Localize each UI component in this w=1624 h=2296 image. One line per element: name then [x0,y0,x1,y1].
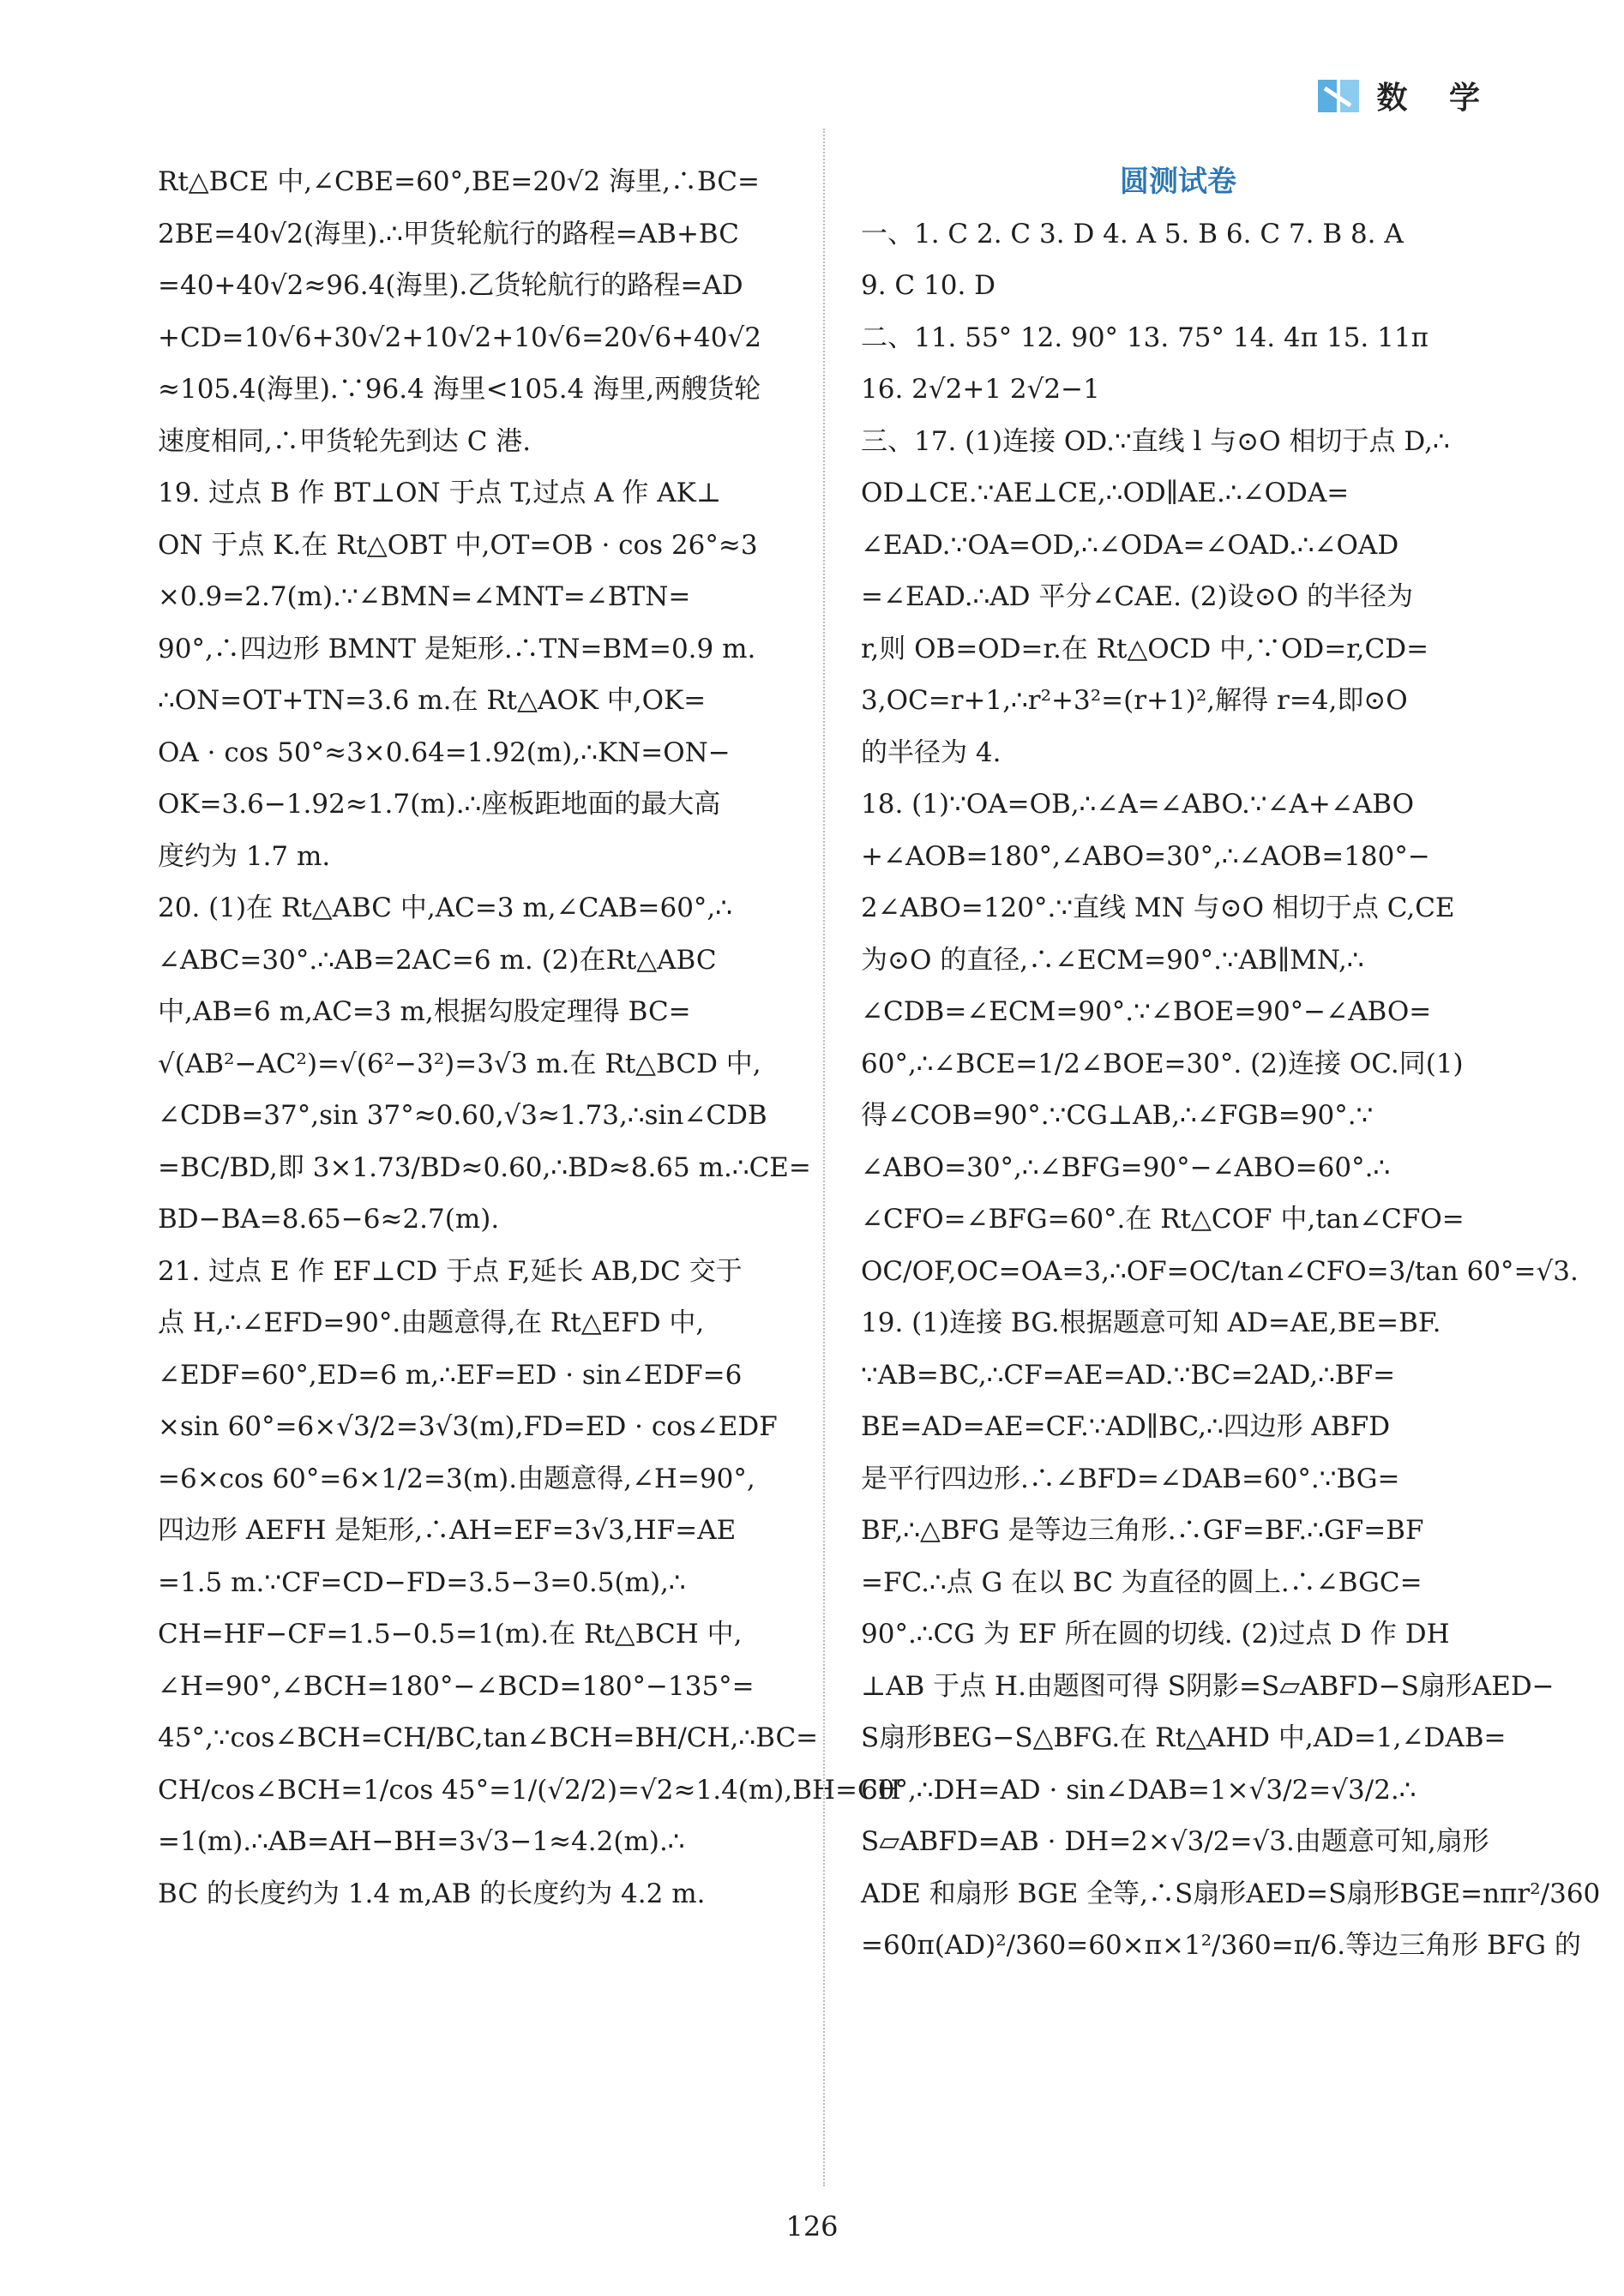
text-line: +CD=10√6+30√2+10√2+10√6=20√6+40√2 [158,322,761,353]
page-number: 126 [785,2210,839,2243]
text-line: ON 于点 K.在 Rt△OBT 中,OT=OB · cos 26°≈3 [158,529,758,561]
text-line: ⊥AB 于点 H.由题图可得 S阴影=S▱ABFD−S扇形AED− [861,1670,1555,1702]
text-line: 9. C 10. D [861,270,996,301]
text-line: 点 H,∴∠EFD=90°.由题意得,在 Rt△EFD 中, [158,1307,705,1338]
text-line: +∠AOB=180°,∠ABO=30°,∴∠AOB=180°− [861,840,1430,872]
text-line: =40+40√2≈96.4(海里).乙货轮航行的路程=AD [158,270,743,301]
text-line: =6×cos 60°=6×1/2=3(m).由题意得,∠H=90°, [158,1463,755,1494]
text-line: 2∠ABO=120°.∵直线 MN 与⊙O 相切于点 C,CE [861,893,1455,923]
text-line: ∠CDB=37°,sin 37°≈0.60,√3≈1.73,∴sin∠CDB [158,1100,767,1131]
text-line: 18. (1)∵OA=OB,∴∠A=∠ABO.∵∠A+∠ABO [861,789,1415,820]
text-line: 19. 过点 B 作 BT⊥ON 于点 T,过点 A 作 AK⊥ [158,478,721,508]
text-line: 90°.∴CG 为 EF 所在圆的切线. (2)过点 D 作 DH [861,1619,1450,1650]
text-line: =1.5 m.∵CF=CD−FD=3.5−3=0.5(m),∴ [158,1566,686,1598]
text-line: 90°,∴四边形 BMNT 是矩形.∴TN=BM=0.9 m. [158,633,756,664]
text-line: BE=AD=AE=CF.∵AD∥BC,∴四边形 ABFD [861,1411,1391,1442]
text-line: 45°,∵cos∠BCH=CH/BC,tan∠BCH=BH/CH,∴BC= [158,1722,819,1753]
text-line: Rt△BCE 中,∠CBE=60°,BE=20√2 海里,∴BC= [158,166,760,197]
text-line: ∠EAD.∵OA=OD,∴∠ODA=∠OAD.∴∠OAD [861,529,1399,561]
page-header [1316,74,1495,117]
text-line: 为⊙O 的直径,∴∠ECM=90°.∵AB∥MN,∴ [861,944,1364,976]
text-line: OC/OF,OC=OA=3,∴OF=OC/tan∠CFO=3/tan 60°=√3. [861,1255,1579,1287]
text-line: CH=HF−CF=1.5−0.5=1(m).在 Rt△BCH 中, [158,1619,743,1650]
text-line: 的半径为 4. [861,736,1001,768]
text-line: ADE 和扇形 BGE 全等,∴S扇形AED=S扇形BGE=nπr²/360 [861,1878,1601,1909]
text-line: S▱ABFD=AB · DH=2×√3/2=√3.由题意可知,扇形 [861,1826,1489,1857]
text-line: 19. (1)连接 BG.根据题意可知 AD=AE,BE=BF. [861,1307,1441,1338]
text-line: OD⊥CE.∵AE⊥CE,∴OD∥AE.∴∠ODA= [861,478,1350,508]
text-line: OA · cos 50°≈3×0.64=1.92(m),∴KN=ON− [158,736,731,768]
text-line: ×0.9=2.7(m).∵∠BMN=∠MNT=∠BTN= [158,581,691,612]
text-line: ×sin 60°=6×√3/2=3√3(m),FD=ED · cos∠EDF [158,1411,778,1442]
text-line: CH/cos∠BCH=1/cos 45°=1/(√2/2)=√2≈1.4(m),BH=CH [158,1774,901,1806]
text-line: ∠CFO=∠BFG=60°.在 Rt△COF 中,tan∠CFO= [861,1204,1465,1235]
text-line: ∠H=90°,∠BCH=180°−∠BCD=180°−135°= [158,1670,755,1702]
text-line: 一、1. C 2. C 3. D 4. A 5. B 6. C 7. B 8. A [861,218,1404,249]
text-line: 二、11. 55° 12. 90° 13. 75° 14. 4π 15. 11π [861,322,1429,353]
text-line: 是平行四边形.∴∠BFD=∠DAB=60°.∵BG= [861,1463,1400,1494]
text-line: 21. 过点 E 作 EF⊥CD 于点 F,延长 AB,DC 交于 [158,1255,743,1287]
text-line: 四边形 AEFH 是矩形,∴AH=EF=3√3,HF=AE [158,1515,737,1546]
text-line: =60π(AD)²/360=60×π×1²/360=π/6.等边三角形 BFG 的 [861,1930,1581,1961]
text-line: 60°,∴DH=AD · sin∠DAB=1×√3/2=√3/2.∴ [861,1774,1416,1806]
left-column [158,156,901,1920]
text-line: =1(m).∴AB=AH−BH=3√3−1≈4.2(m).∴ [158,1826,685,1857]
section-title: 圆测试卷 [1120,165,1236,199]
text-line: ∠CDB=∠ECM=90°.∵∠BOE=90°−∠ABO= [861,996,1432,1027]
text-line: ∠ABO=30°,∴∠BFG=90°−∠ABO=60°.∴ [861,1151,1391,1183]
text-line: ∠ABC=30°.∴AB=2AC=6 m. (2)在Rt△ABC [158,944,717,976]
text-line: √(AB²−AC²)=√(6²−3²)=3√3 m.在 Rt△BCD 中, [158,1048,761,1079]
text-line: 16. 2√2+1 2√2−1 [861,374,1100,405]
text-line: OK=3.6−1.92≈1.7(m).∴座板距地面的最大高 [158,789,721,820]
text-line: =FC.∴点 G 在以 BC 为直径的圆上.∴∠BGC= [861,1566,1423,1598]
subject-title: 数 学 [1376,80,1495,116]
text-line: 三、17. (1)连接 OD.∵直线 l 与⊙O 相切于点 D,∴ [861,425,1450,457]
column-divider [823,129,825,2186]
text-line: ∴ON=OT+TN=3.6 m.在 Rt△AOK 中,OK= [158,685,707,716]
text-line: BC 的长度约为 1.4 m,AB 的长度约为 4.2 m. [158,1878,706,1909]
right-column [861,156,1601,1972]
text-line: 得∠COB=90°.∵CG⊥AB,∴∠FGB=90°.∵ [861,1100,1374,1131]
text-line: 度约为 1.7 m. [158,840,331,872]
text-line: S扇形BEG−S△BFG.在 Rt△AHD 中,AD=1,∠DAB= [861,1722,1507,1753]
text-line: 速度相同,∴甲货轮先到达 C 港. [158,425,532,457]
text-line: =BC/BD,即 3×1.73/BD≈0.60,∴BD≈8.65 m.∴CE= [158,1151,811,1183]
text-line: BF,∴△BFG 是等边三角形.∴GF=BF.∴GF=BF [861,1515,1424,1546]
text-line: ∠EDF=60°,ED=6 m,∴EF=ED · sin∠EDF=6 [158,1359,743,1391]
text-line: 60°,∴∠BCE=1/2∠BOE=30°. (2)连接 OC.同(1) [861,1048,1464,1079]
text-line: 中,AB=6 m,AC=3 m,根据勾股定理得 BC= [158,996,691,1027]
text-line: ≈105.4(海里).∵96.4 海里<105.4 海里,两艘货轮 [158,374,761,405]
text-line: ∵AB=BC,∴CF=AE=AD.∵BC=2AD,∴BF= [861,1359,1396,1391]
text-line: =∠EAD.∴AD 平分∠CAE. (2)设⊙O 的半径为 [861,581,1413,612]
text-line: r,则 OB=OD=r.在 Rt△OCD 中,∵OD=r,CD= [861,633,1429,664]
book-logo-icon [1316,76,1361,116]
text-line: 3,OC=r+1,∴r²+3²=(r+1)²,解得 r=4,即⊙O [861,685,1408,716]
text-line: BD−BA=8.65−6≈2.7(m). [158,1204,500,1235]
text-line: 20. (1)在 Rt△ABC 中,AC=3 m,∠CAB=60°,∴ [158,893,732,923]
text-line: 2BE=40√2(海里).∴甲货轮航行的路程=AB+BC [158,218,739,249]
